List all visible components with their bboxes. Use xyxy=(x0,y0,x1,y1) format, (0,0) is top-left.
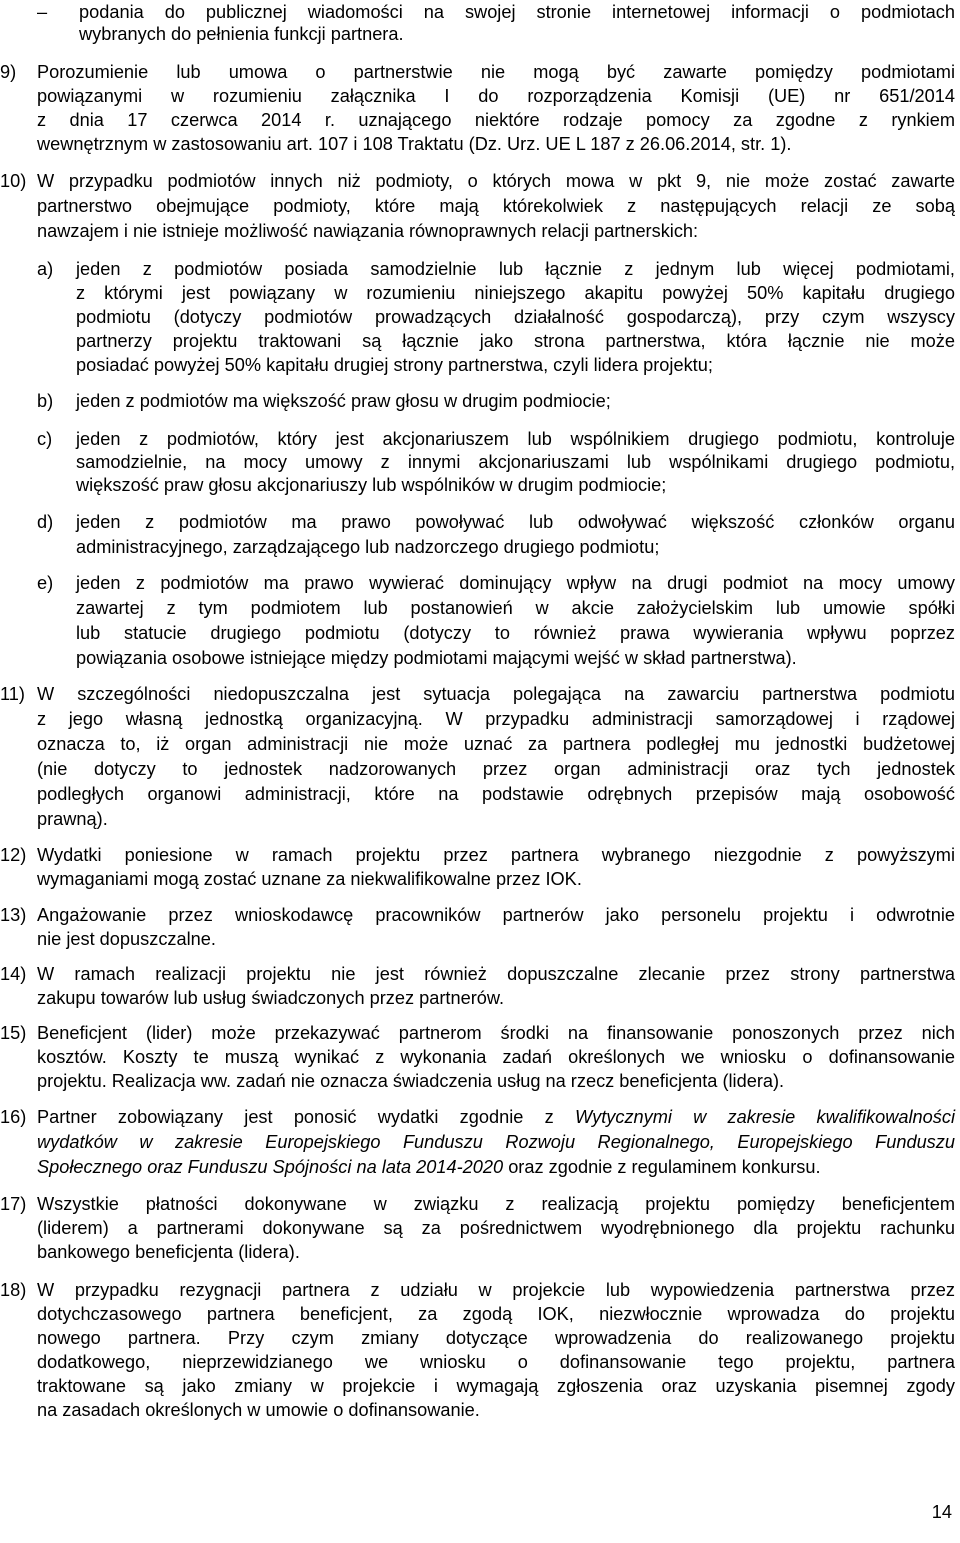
subitem-line: partnerzy projektu traktowani są łącznie jako strona partnerstwa, która łącznie nie może xyxy=(76,331,955,351)
item-text: oraz zgodnie z regulaminem konkursu. xyxy=(503,1157,821,1177)
bullet-line: podania do publicznej wiadomości na swojej stronie internetowej informacji o podmiotach xyxy=(79,2,955,22)
subitem-line: z którymi jest powiązany w rozumieniu niniejszego akapitu powyżej 50% kapitału drugiego xyxy=(76,283,955,303)
item-line: W przypadku podmiotów innych niż podmioty, o których mowa w pkt 9, nie może zostać zawarte xyxy=(37,171,955,191)
bullet-line: wybranych do pełnienia funkcji partnera. xyxy=(79,24,404,44)
item-label: 12) xyxy=(0,845,27,865)
subitem-line: samodzielnie, na mocy umowy z innymi akcjonariuszami lub wspólnikami drugiego podmiotu, xyxy=(76,452,955,472)
item-label: 10) xyxy=(0,171,27,191)
item-line: dodatkowego, nieprzewidzianego we wniosku o dofinansowanie tego projektu, partnera xyxy=(37,1352,955,1372)
item-line: traktowane są jako zmiany w projekcie i wymagają zgłoszenia oraz uzyskania pisemnej zgody xyxy=(37,1376,955,1396)
subitem-label: a) xyxy=(37,259,54,279)
item-line: Wydatki poniesione w ramach projektu przez partnera wybranego niezgodnie z powyższymi xyxy=(37,845,955,865)
item-line: Angażowanie przez wnioskodawcę pracowników partnerów jako personelu projektu i odwrotnie xyxy=(37,905,955,925)
item-line: zakupu towarów lub usług świadczonych przez partnerów. xyxy=(37,988,505,1008)
item-line: Wszystkie płatności dokonywane w związku z realizacją projektu pomiędzy beneficjentem xyxy=(37,1194,955,1214)
item-label: 15) xyxy=(0,1023,27,1043)
item-line: dotychczasowego partnera beneficjent, za zgodą IOK, niezwłocznie wprowadza do projektu xyxy=(37,1304,955,1324)
subitem-line: powiązania osobowe istniejące między podmiotami mającymi wejść w skład partnerstwa). xyxy=(76,648,797,668)
item-line: z jego własną jednostką organizacyjną. W przypadku administracji samorządowej i rządowej xyxy=(37,709,955,729)
item-line: Porozumienie lub umowa o partnerstwie nie mogą być zawarte pomiędzy podmiotami xyxy=(37,62,955,82)
item-label: 14) xyxy=(0,964,27,984)
item-label: 11) xyxy=(0,684,25,704)
subitem-label: d) xyxy=(37,512,54,532)
item-line: W szczególności niedopuszczalna jest sytuacja polegająca na zawarciu partnerstwa podmiotu xyxy=(37,684,955,704)
page-number: 14 xyxy=(931,1502,952,1522)
guideline-title-italic: Wytycznymi w zakresie kwalifikowalności xyxy=(574,1107,955,1127)
item-line: powiązanymi w rozumieniu załącznika I do rozporządzenia Komisji (UE) nr 651/2014 xyxy=(37,86,955,106)
item-line: nowego partnera. Przy czym zmiany dotyczące wprowadzenia do realizowanego projektu xyxy=(37,1328,955,1348)
item-line: prawną). xyxy=(37,809,108,829)
item-line: z dnia 17 czerwca 2014 r. uznającego niektóre rodzaje pomocy za zgodne z rynkiem xyxy=(37,110,955,130)
subitem-line: większość praw głosu akcjonariuszy lub wspólników w drugim podmiocie; xyxy=(76,475,667,495)
subitem-line: lub statucie drugiego podmiotu (dotyczy to również prawa wywierania wpływu poprzez xyxy=(76,623,955,643)
item-line: oznacza to, iż organ administracji nie może uznać za partnera podległej mu jednostki budżetowej xyxy=(37,734,955,754)
item-line: nawzajem i nie istnieje możliwość nawiązania równoprawnych relacji partnerskich: xyxy=(37,221,699,241)
item-label: 16) xyxy=(0,1107,27,1127)
item-text: Partner zobowiązany jest ponosić wydatki zgodnie z xyxy=(37,1107,575,1127)
item-line: wewnętrznym w zastosowaniu art. 107 i 108 Traktatu (Dz. Urz. UE L 187 z 26.06.2014, str. 1). xyxy=(37,134,792,154)
item-line xyxy=(37,1105,955,1129)
subitem-line: jeden z podmiotów posiada samodzielnie lub łącznie z jednym lub więcej podmiotami, xyxy=(76,259,955,279)
item-line: podległych organowi administracji, które na podstawie odrębnych przepisów mają osobowość xyxy=(37,784,955,804)
subitem-line: jeden z podmiotów ma większość praw głosu w drugim podmiocie; xyxy=(76,391,611,411)
item-line: W ramach realizacji projektu nie jest również dopuszczalne zlecanie przez strony partnerstwa xyxy=(37,964,955,984)
subitem-line: posiadać powyżej 50% kapitału drugiej strony partnerstwa, czyli lidera projektu; xyxy=(76,355,713,375)
item-line: (nie dotyczy to jednostek nadzorowanych przez organ administracji oraz tych jednostek xyxy=(37,759,955,779)
subitem-line: zawartej z tym podmiotem lub postanowień w akcie założycielskim lub umowie spółki xyxy=(76,598,955,618)
item-line: partnerstwo obejmujące podmioty, które mają którekolwiek z następujących relacji ze sobą xyxy=(37,196,955,216)
subitem-label: c) xyxy=(37,429,53,449)
item-line: bankowego beneficjenta (lidera). xyxy=(37,1242,300,1262)
subitem-line: jeden z podmiotów, który jest akcjonariuszem lub wspólnikiem drugiego podmiotu, kontroluje xyxy=(76,429,955,449)
subitem-label: b) xyxy=(37,391,54,411)
item-line: (liderem) a partnerami dokonywane są za pośrednictwem wyodrębnionego dla projektu rachunku xyxy=(37,1218,955,1238)
item-line: projektu. Realizacja ww. zadań nie oznacza świadczenia usług na rzecz beneficjenta (lidera). xyxy=(37,1071,785,1091)
subitem-line: administracyjnego, zarządzającego lub nadzorczego drugiego podmiotu; xyxy=(76,537,660,557)
item-line: wymaganiami mogą zostać uznane za niekwalifikowalne przez IOK. xyxy=(37,869,582,889)
item-line: na zasadach określonych w umowie o dofinansowanie. xyxy=(37,1400,480,1420)
item-line: nie jest dopuszczalne. xyxy=(37,929,216,949)
item-label: 13) xyxy=(0,905,27,925)
subitem-line: jeden z podmiotów ma prawo wywierać dominujący wpływ na drugi podmiot na mocy umowy xyxy=(76,573,955,593)
item-line: W przypadku rezygnacji partnera z udziału w projekcie lub wypowiedzenia partnerstwa przez xyxy=(37,1280,955,1300)
guideline-title-italic: Społecznego oraz Funduszu Spójności na lata 2014-2020 xyxy=(37,1157,504,1177)
item-label: 17) xyxy=(0,1194,27,1214)
item-line: wydatków w zakresie Europejskiego Funduszu Rozwoju Regionalnego, Europejskiego Funduszu xyxy=(37,1132,955,1152)
item-line: Beneficjent (lider) może przekazywać partnerom środki na finansowanie ponoszonych przez nich xyxy=(37,1023,955,1043)
item-line xyxy=(37,1155,821,1179)
item-label: 9) xyxy=(0,62,17,82)
item-line: kosztów. Koszty te muszą wynikać z wykonania zadań określonych we wniosku o dofinansowanie xyxy=(37,1047,955,1067)
item-label: 18) xyxy=(0,1280,27,1300)
bullet-marker: – xyxy=(37,2,48,22)
subitem-label: e) xyxy=(37,573,54,593)
subitem-line: podmiotu (dotyczy podmiotów prowadzących działalność gospodarczą), przy czym wszyscy xyxy=(76,307,955,327)
subitem-line: jeden z podmiotów ma prawo powoływać lub odwoływać większość członków organu xyxy=(76,512,955,532)
